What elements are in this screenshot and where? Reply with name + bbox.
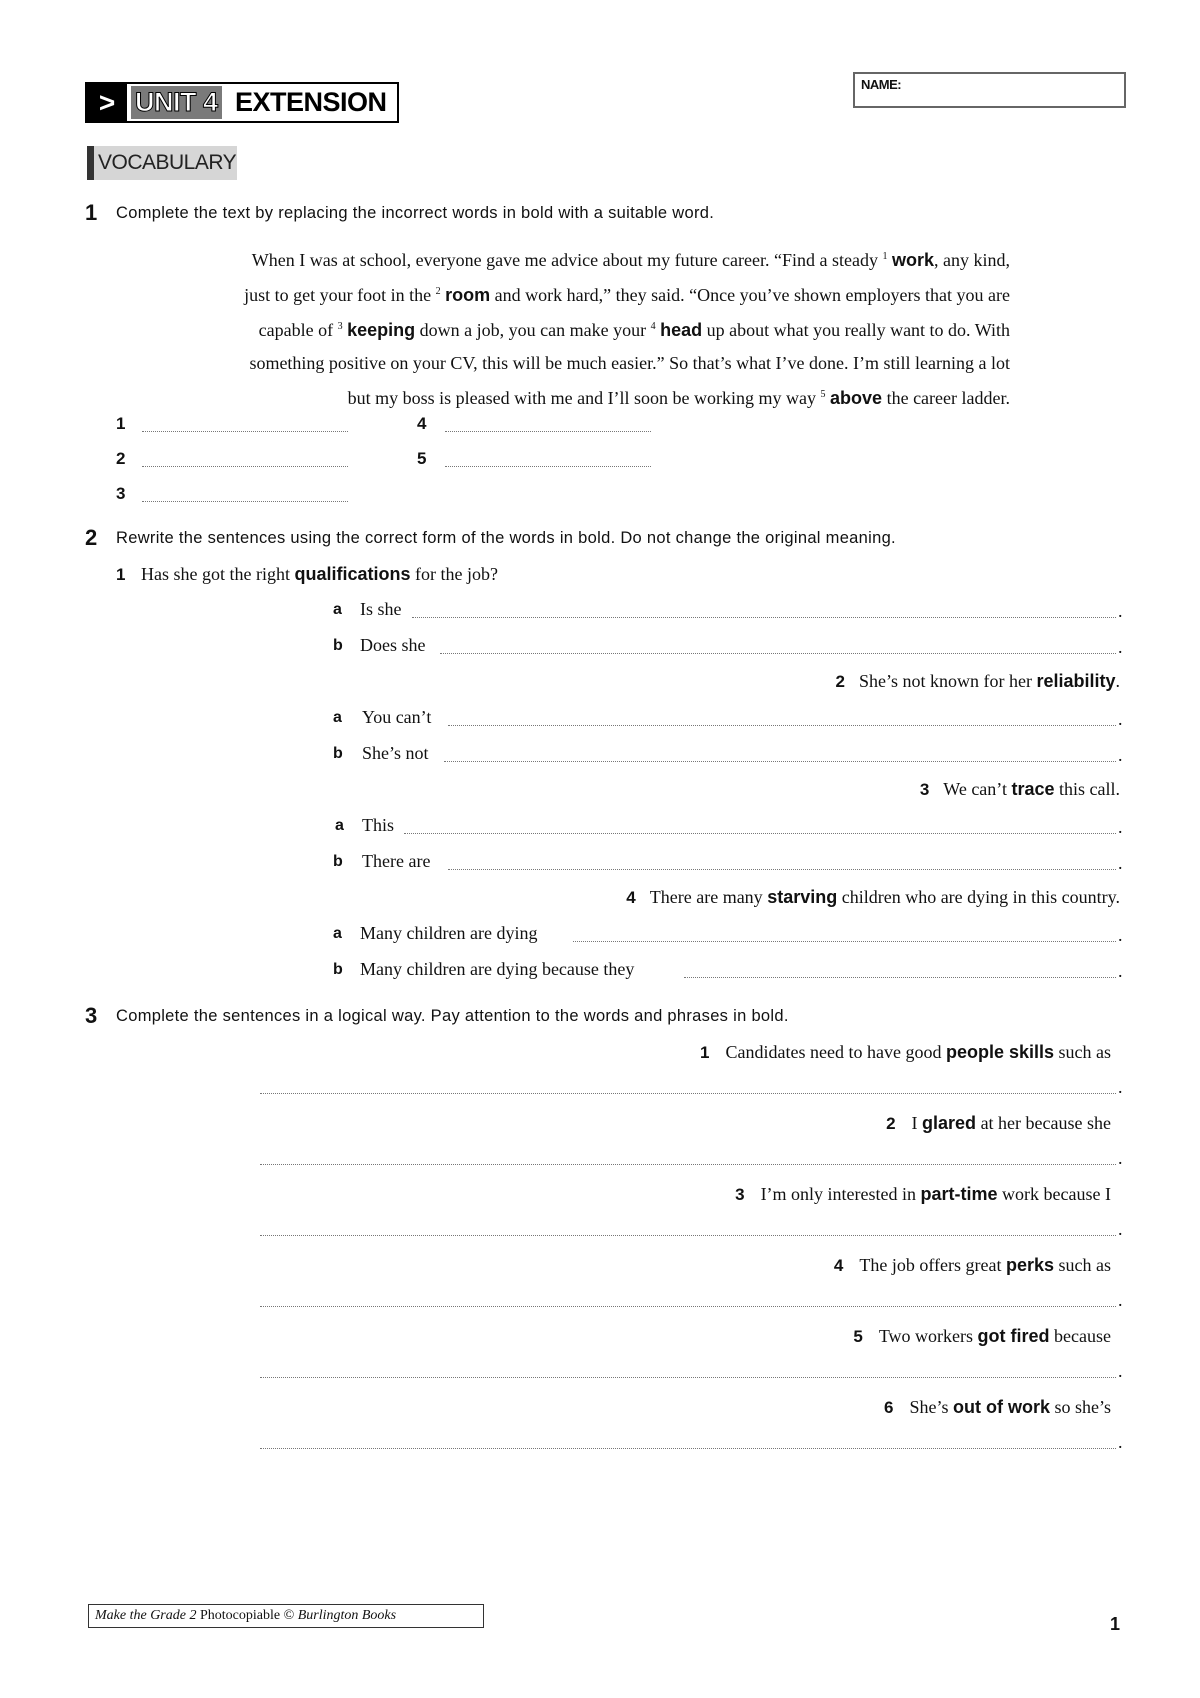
answer-number: 4 xyxy=(417,414,427,433)
sub-prompt: Many children are dying because they xyxy=(360,959,635,979)
extension-label: EXTENSION xyxy=(235,87,387,117)
item-number: 1 xyxy=(700,1043,710,1062)
answer-line[interactable] xyxy=(448,869,1116,870)
incorrect-word: work xyxy=(891,250,934,270)
answer-line[interactable] xyxy=(444,761,1116,762)
exercise-number: 1 xyxy=(85,200,98,225)
answer-line[interactable] xyxy=(260,1093,1116,1094)
exercise-instruction: Rewrite the sentences using the correct form of the words in bold. Do not change the original meaning. xyxy=(116,529,896,547)
item-sentence: 2 She’s not known for her reliability. xyxy=(835,671,1120,691)
name-field[interactable] xyxy=(853,72,1126,108)
answer-line[interactable] xyxy=(448,725,1116,726)
answer-line[interactable] xyxy=(260,1377,1116,1378)
sub-letter: a xyxy=(333,601,342,618)
sub-prompt: You can’t xyxy=(362,707,432,727)
bold-word: starving xyxy=(767,887,838,907)
gap-number: 4 xyxy=(650,321,656,333)
bold-word: reliability xyxy=(1036,671,1116,691)
answer-line[interactable] xyxy=(573,941,1116,942)
book-title: Make the Grade 2 xyxy=(95,1608,197,1623)
passage xyxy=(110,241,1010,414)
answer-line[interactable] xyxy=(260,1448,1116,1449)
sub-letter: a xyxy=(335,817,344,834)
exercise-instruction: Complete the text by replacing the incorrect words in bold with a suitable word. xyxy=(116,204,715,222)
answer-number: 1 xyxy=(116,414,126,433)
item-sentence: 4 The job offers great perks such as xyxy=(833,1255,1111,1275)
answer-line[interactable] xyxy=(142,431,348,432)
item-number: 3 xyxy=(735,1185,745,1204)
sub-letter: a xyxy=(333,925,342,942)
passage-line: but my boss is pleased with me and I’ll soon be working my way $^5$ above the career ladder. xyxy=(347,387,1010,408)
bold-word: got fired xyxy=(977,1326,1050,1346)
answer-number: 2 xyxy=(116,449,126,468)
gap-number: 5 xyxy=(820,388,826,400)
passage-line: just to get your foot in the $^2$ room and work hard,” they said. “Once you’ve shown employers that you are xyxy=(244,285,1010,306)
item-sentence: Has she got the right qualifications for the job? xyxy=(141,564,498,584)
bold-word: people skills xyxy=(945,1042,1054,1062)
answer-line[interactable] xyxy=(404,833,1116,834)
passage-line: capable of $^3$ keeping down a job, you can make your $^4$ head up about what you really want to do. With xyxy=(258,320,1010,341)
item-sentence: 2 I glared at her because she xyxy=(886,1113,1111,1133)
answer-line[interactable] xyxy=(445,466,651,467)
name-label: NAME: xyxy=(861,77,902,92)
incorrect-word: above xyxy=(830,387,883,408)
item-sentence: 6 She’s out of work so she’s xyxy=(884,1397,1111,1417)
item-number: 6 xyxy=(884,1398,894,1417)
answer-number: 3 xyxy=(116,484,126,503)
sub-prompt: Many children are dying xyxy=(360,923,538,943)
item-number: 1 xyxy=(116,565,126,584)
answer-line[interactable] xyxy=(440,653,1116,654)
bold-word: trace xyxy=(1011,779,1055,799)
answer-line[interactable] xyxy=(260,1306,1116,1307)
footer-credit xyxy=(88,1604,484,1628)
item-number: 2 xyxy=(835,672,845,691)
sub-prompt: Does she xyxy=(360,635,426,655)
sub-prompt: She’s not xyxy=(362,743,429,763)
answer-line[interactable] xyxy=(684,977,1116,978)
sub-prompt: This xyxy=(362,815,395,835)
item-number: 4 xyxy=(626,888,636,907)
sub-prompt: There are xyxy=(362,851,431,871)
item-sentence: 5 Two workers got fired because xyxy=(853,1326,1111,1346)
sub-letter: b xyxy=(333,853,343,870)
unit-header xyxy=(85,82,399,123)
incorrect-word: head xyxy=(660,320,703,341)
answer-line[interactable] xyxy=(142,501,348,502)
answer-line[interactable] xyxy=(260,1235,1116,1236)
sub-letter: b xyxy=(333,961,343,978)
gap-number: 2 xyxy=(435,286,441,298)
sub-letter: b xyxy=(333,745,343,762)
answer-line[interactable] xyxy=(445,431,651,432)
incorrect-word: room xyxy=(445,285,491,306)
exercise-number: 3 xyxy=(85,1003,98,1028)
item-sentence: 3 We can’t trace this call. xyxy=(919,779,1120,799)
gap-number: 1 xyxy=(882,251,888,262)
item-sentence: 1 Candidates need to have good people skills such as xyxy=(700,1042,1111,1062)
answer-number: 5 xyxy=(417,449,427,468)
item-number: 4 xyxy=(833,1256,844,1275)
bold-word: part-time xyxy=(920,1184,998,1204)
exercise-number: 2 xyxy=(85,525,98,550)
bold-word: out of work xyxy=(952,1397,1050,1417)
photocopiable-note: Photocopiable © xyxy=(199,1608,295,1623)
item-number: 3 xyxy=(919,780,930,799)
chevron-right-icon: > xyxy=(87,84,127,121)
answer-line[interactable] xyxy=(412,617,1116,618)
bold-word: glared xyxy=(922,1113,977,1133)
item-number: 5 xyxy=(853,1327,863,1346)
answer-line[interactable] xyxy=(260,1164,1116,1165)
section-heading: VOCABULARY xyxy=(87,146,237,180)
item-sentence: 4 There are many starving children who are dying in this country. xyxy=(626,887,1120,907)
sub-letter: b xyxy=(333,637,343,654)
exercise-instruction: Complete the sentences in a logical way. Pay attention to the words and phrases in bold. xyxy=(116,1007,789,1025)
passage-line: something positive on your CV, this will be much easier.” So that’s what I’ve done. I’m still learning a lot xyxy=(249,352,1010,373)
sub-letter: a xyxy=(333,709,342,726)
bold-word: perks xyxy=(1005,1255,1054,1275)
item-sentence: 3 I’m only interested in part-time work because I xyxy=(735,1184,1111,1204)
answer-line[interactable] xyxy=(142,466,348,467)
page-number: 1 xyxy=(1110,1614,1121,1634)
gap-number: 3 xyxy=(337,321,343,333)
incorrect-word: keeping xyxy=(347,320,416,341)
unit-label: UNIT 4 xyxy=(131,86,222,119)
passage-line: When I was at school, everyone gave me advice about my future career. “Find a steady $^1$ work, any kind, xyxy=(251,250,1010,270)
sub-prompt: Is she xyxy=(360,599,402,619)
publisher-name: Burlington Books xyxy=(297,1608,397,1623)
item-number: 2 xyxy=(886,1114,896,1133)
bold-word: qualifications xyxy=(294,564,411,584)
